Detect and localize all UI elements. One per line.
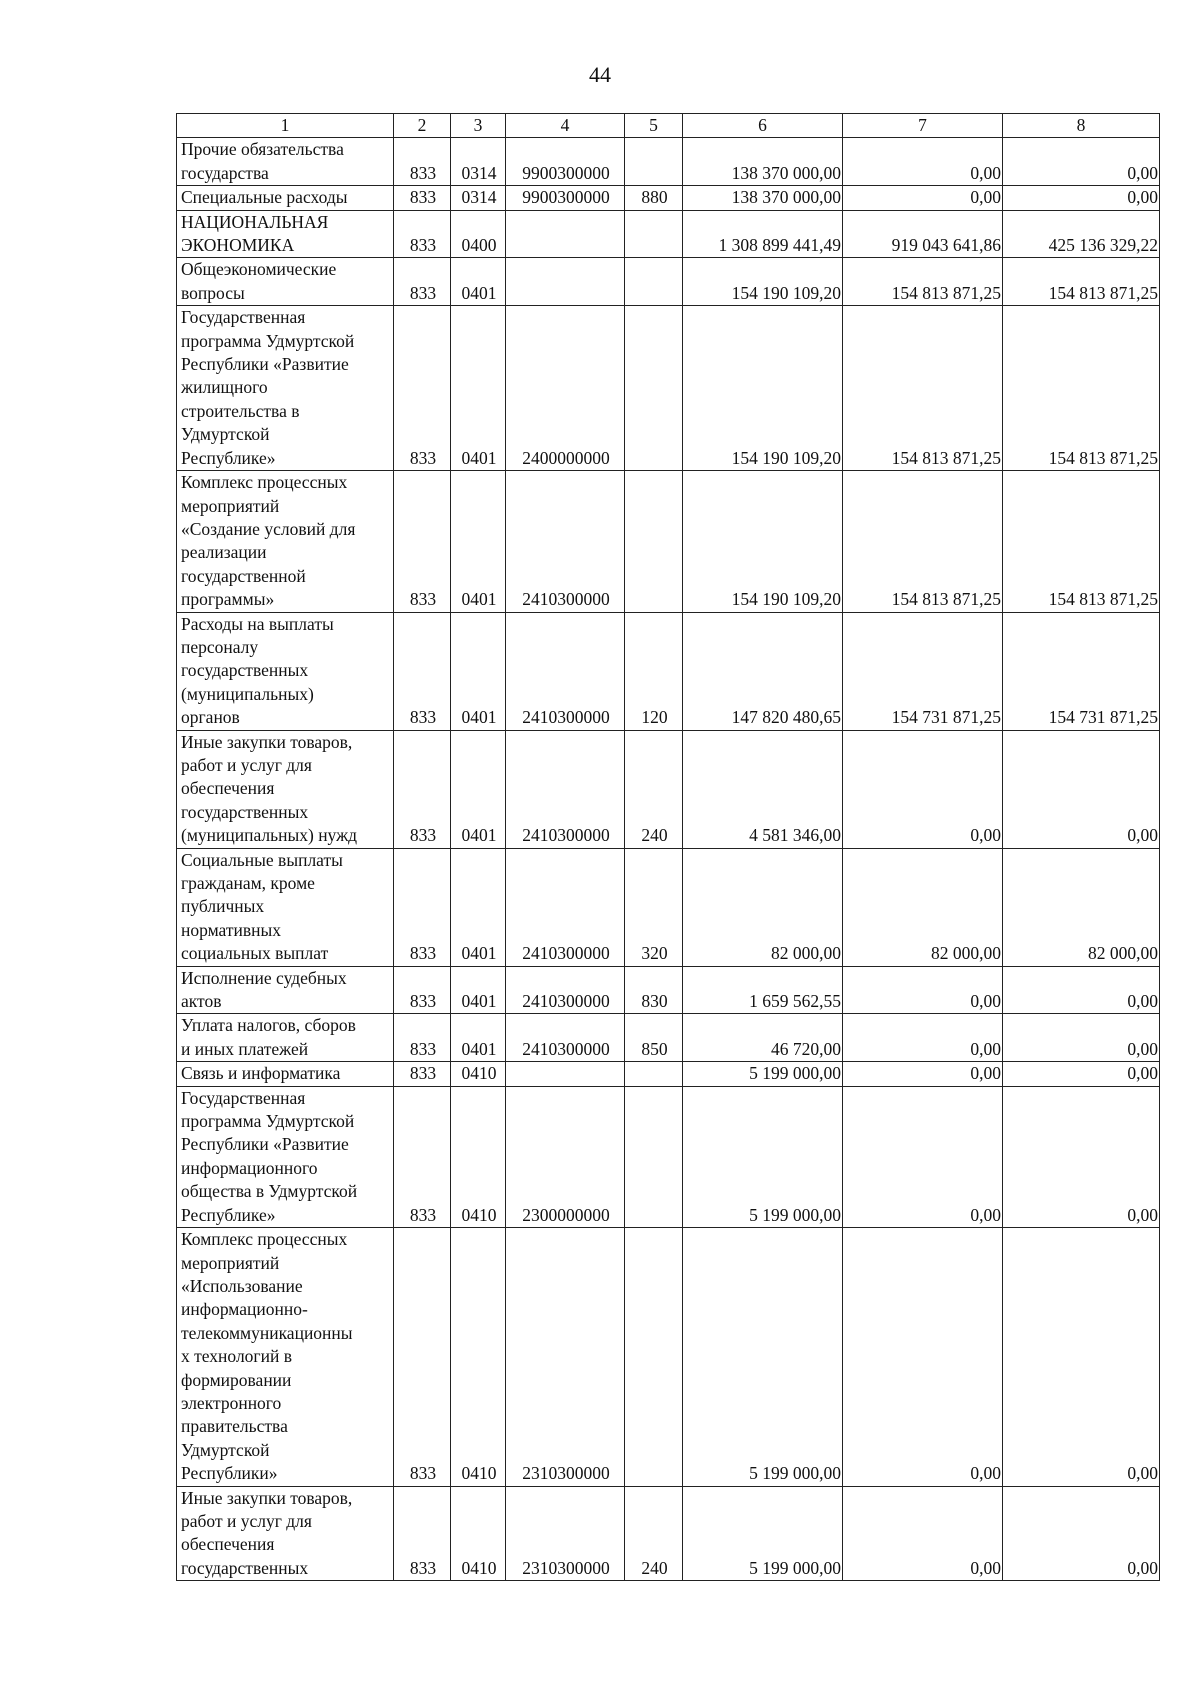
amount-col8-cell: 425 136 329,22 [1003, 210, 1160, 258]
table-row [177, 612, 1160, 730]
row-name-cell [177, 306, 394, 471]
section-code-cell: 0410 [451, 1486, 506, 1581]
vedomstvo-code-cell: 833 [394, 612, 451, 730]
row-name-line: Иные закупки товаров, [181, 1487, 353, 1508]
target-article-cell: 2410300000 [506, 1014, 625, 1062]
amount-col7-cell: 0,00 [843, 1086, 1003, 1227]
section-code-cell: 0401 [451, 612, 506, 730]
row-name-line: и иных платежей [181, 1038, 309, 1059]
amount-col8-cell: 0,00 [1003, 966, 1160, 1014]
amount-col7-cell: 154 731 871,25 [843, 612, 1003, 730]
row-name-line: персоналу [181, 636, 259, 657]
vedomstvo-code-cell: 833 [394, 1014, 451, 1062]
table-row [177, 1086, 1160, 1227]
row-name-line: работ и услуг для [181, 754, 312, 775]
row-name-line: гражданам, кроме [181, 873, 315, 893]
row-name-cell [177, 612, 394, 730]
amount-col8-cell: 0,00 [1003, 1086, 1160, 1227]
row-name-line: Республики» [181, 1463, 278, 1484]
header-cell: 1 [177, 114, 394, 138]
vedomstvo-code-cell: 833 [394, 210, 451, 258]
row-name-line: Иные закупки товаров, [181, 731, 353, 752]
row-name-line: мероприятий [181, 495, 280, 516]
row-name-line: жилищного [181, 377, 268, 398]
row-name-cell [177, 1062, 394, 1086]
amount-col7-cell: 0,00 [843, 1062, 1003, 1086]
target-article-cell: 9900300000 [506, 186, 625, 210]
amount-col6-cell: 1 659 562,55 [683, 966, 843, 1014]
row-name-cell [177, 966, 394, 1014]
row-name-line: программа Удмуртской [181, 1111, 355, 1132]
expense-type-cell [625, 306, 683, 471]
row-name-line: мероприятий [181, 1252, 280, 1273]
table-row [177, 1486, 1160, 1581]
row-name-cell [177, 1486, 394, 1581]
row-name-line: Расходы на выплаты [181, 613, 334, 634]
amount-col8-cell: 154 731 871,25 [1003, 612, 1160, 730]
amount-col7-cell: 0,00 [843, 138, 1003, 186]
vedomstvo-code-cell: 833 [394, 258, 451, 306]
amount-col7-cell: 0,00 [843, 1228, 1003, 1486]
expense-type-cell [625, 210, 683, 258]
section-code-cell: 0410 [451, 1062, 506, 1086]
row-name-line: Государственная [181, 307, 306, 328]
row-name-line: программы» [181, 589, 275, 610]
target-article-cell: 2410300000 [506, 471, 625, 612]
budget-table [176, 113, 1160, 1581]
row-name-line: государственных [181, 1557, 309, 1578]
section-code-cell: 0401 [451, 966, 506, 1014]
row-name-line: Государственная [181, 1087, 306, 1108]
expense-type-cell [625, 1062, 683, 1086]
expense-type-cell [625, 1086, 683, 1227]
row-name-line: Связь и информатика [181, 1063, 341, 1084]
row-name-line: Специальные расходы [181, 187, 348, 208]
row-name-line: НАЦИОНАЛЬНАЯ [181, 211, 329, 232]
row-name-cell [177, 258, 394, 306]
expense-type-cell [625, 138, 683, 186]
expense-type-cell: 240 [625, 730, 683, 848]
section-code-cell: 0401 [451, 848, 506, 966]
row-name-line: Республики «Развитие [181, 354, 349, 375]
row-name-line: общества в Удмуртской [181, 1181, 358, 1202]
amount-col6-cell: 154 190 109,20 [683, 258, 843, 306]
vedomstvo-code-cell: 833 [394, 306, 451, 471]
row-name-line: органов [181, 707, 240, 728]
row-name-line: Исполнение судебных [181, 967, 347, 988]
row-name-line: ЭКОНОМИКА [181, 235, 295, 256]
amount-col7-cell: 0,00 [843, 966, 1003, 1014]
row-name-cell [177, 848, 394, 966]
target-article-cell [506, 258, 625, 306]
row-name-cell [177, 210, 394, 258]
row-name-line: обеспечения [181, 1534, 275, 1555]
amount-col8-cell: 0,00 [1003, 730, 1160, 848]
amount-col8-cell: 82 000,00 [1003, 848, 1160, 966]
row-name-line: Удмуртской [181, 1439, 270, 1460]
expense-type-cell: 240 [625, 1486, 683, 1581]
row-name-line: актов [181, 991, 222, 1012]
row-name-line: реализации [181, 542, 267, 563]
amount-col7-cell: 154 813 871,25 [843, 306, 1003, 471]
amount-col8-cell: 0,00 [1003, 138, 1160, 186]
amount-col6-cell: 82 000,00 [683, 848, 843, 966]
budget-table-body [177, 114, 1160, 1581]
table-row [177, 471, 1160, 612]
amount-col7-cell: 154 813 871,25 [843, 258, 1003, 306]
header-cell: 6 [683, 114, 843, 138]
vedomstvo-code-cell: 833 [394, 966, 451, 1014]
target-article-cell: 2400000000 [506, 306, 625, 471]
table-row [177, 1062, 1160, 1086]
table-row [177, 258, 1160, 306]
amount-col7-cell: 0,00 [843, 186, 1003, 210]
row-name-line: государственной [181, 565, 306, 586]
amount-col8-cell: 0,00 [1003, 1062, 1160, 1086]
row-name-line: Республике» [181, 447, 276, 468]
expense-type-cell: 880 [625, 186, 683, 210]
section-code-cell: 0410 [451, 1228, 506, 1486]
amount-col8-cell: 0,00 [1003, 1014, 1160, 1062]
row-name-line: Республики «Развитие [181, 1134, 349, 1155]
table-row [177, 210, 1160, 258]
row-name-line: (муниципальных) нужд [181, 825, 358, 846]
header-cell: 7 [843, 114, 1003, 138]
row-name-line: телекоммуникационны [181, 1322, 353, 1343]
vedomstvo-code-cell: 833 [394, 730, 451, 848]
section-code-cell: 0401 [451, 306, 506, 471]
amount-col6-cell: 5 199 000,00 [683, 1062, 843, 1086]
row-name-line: публичных [181, 896, 265, 917]
row-name-line: Республике» [181, 1204, 276, 1225]
row-name-line: работ и услуг для [181, 1510, 312, 1531]
expense-type-cell: 830 [625, 966, 683, 1014]
expense-type-cell [625, 1228, 683, 1486]
amount-col6-cell: 5 199 000,00 [683, 1086, 843, 1227]
vedomstvo-code-cell: 833 [394, 471, 451, 612]
row-name-line: строительства в [181, 400, 300, 421]
section-code-cell: 0401 [451, 258, 506, 306]
row-name-cell [177, 1228, 394, 1486]
table-row [177, 306, 1160, 471]
amount-col7-cell: 0,00 [843, 730, 1003, 848]
row-name-cell [177, 471, 394, 612]
target-article-cell: 2310300000 [506, 1228, 625, 1486]
row-name-cell [177, 1014, 394, 1062]
vedomstvo-code-cell: 833 [394, 138, 451, 186]
row-name-line: Прочие обязательства [181, 139, 344, 160]
row-name-line: государственных [181, 801, 309, 822]
row-name-line: вопросы [181, 282, 245, 303]
amount-col7-cell: 919 043 641,86 [843, 210, 1003, 258]
section-code-cell: 0400 [451, 210, 506, 258]
header-cell: 3 [451, 114, 506, 138]
row-name-line: государственных [181, 660, 309, 681]
row-name-line: программа Удмуртской [181, 330, 355, 351]
row-name-line: электронного [181, 1392, 282, 1413]
header-cell: 2 [394, 114, 451, 138]
header-cell: 4 [506, 114, 625, 138]
row-name-line: формировании [181, 1369, 292, 1390]
target-article-cell: 2410300000 [506, 966, 625, 1014]
row-name-line: нормативных [181, 919, 282, 940]
amount-col8-cell: 154 813 871,25 [1003, 258, 1160, 306]
vedomstvo-code-cell: 833 [394, 1486, 451, 1581]
amount-col8-cell: 154 813 871,25 [1003, 471, 1160, 612]
target-article-cell: 9900300000 [506, 138, 625, 186]
row-name-line: информационно- [181, 1299, 308, 1320]
amount-col7-cell: 0,00 [843, 1486, 1003, 1581]
target-article-cell: 2300000000 [506, 1086, 625, 1227]
vedomstvo-code-cell: 833 [394, 848, 451, 966]
amount-col6-cell: 46 720,00 [683, 1014, 843, 1062]
amount-col6-cell: 147 820 480,65 [683, 612, 843, 730]
amount-col8-cell: 0,00 [1003, 186, 1160, 210]
amount-col6-cell: 5 199 000,00 [683, 1228, 843, 1486]
section-code-cell: 0314 [451, 138, 506, 186]
table-row [177, 1228, 1160, 1486]
section-code-cell: 0401 [451, 1014, 506, 1062]
row-name-cell [177, 138, 394, 186]
vedomstvo-code-cell: 833 [394, 186, 451, 210]
table-row [177, 138, 1160, 186]
target-article-cell: 2310300000 [506, 1486, 625, 1581]
table-row [177, 1014, 1160, 1062]
row-name-line: х технологий в [181, 1346, 292, 1367]
expense-type-cell [625, 258, 683, 306]
row-name-line: социальных выплат [181, 943, 329, 964]
table-row [177, 848, 1160, 966]
row-name-line: Общеэкономические [181, 259, 337, 280]
header-cell: 5 [625, 114, 683, 138]
expense-type-cell: 320 [625, 848, 683, 966]
row-name-line: государства [181, 162, 269, 183]
section-code-cell: 0401 [451, 471, 506, 612]
target-article-cell: 2410300000 [506, 848, 625, 966]
target-article-cell: 2410300000 [506, 612, 625, 730]
vedomstvo-code-cell: 833 [394, 1228, 451, 1486]
section-code-cell: 0401 [451, 730, 506, 848]
row-name-cell [177, 1086, 394, 1227]
row-name-line: Комплекс процессных [181, 1229, 348, 1250]
amount-col6-cell: 154 190 109,20 [683, 471, 843, 612]
row-name-line: Социальные выплаты [181, 849, 343, 870]
amount-col6-cell: 5 199 000,00 [683, 1486, 843, 1581]
section-code-cell: 0314 [451, 186, 506, 210]
table-row [177, 730, 1160, 848]
amount-col8-cell: 154 813 871,25 [1003, 306, 1160, 471]
row-name-line: информационного [181, 1157, 318, 1178]
row-name-line: обеспечения [181, 778, 275, 799]
row-name-line: «Создание условий для [181, 518, 356, 539]
amount-col7-cell: 82 000,00 [843, 848, 1003, 966]
amount-col7-cell: 154 813 871,25 [843, 471, 1003, 612]
table-row [177, 966, 1160, 1014]
row-name-line: Удмуртской [181, 424, 270, 445]
row-name-cell [177, 730, 394, 848]
amount-col6-cell: 4 581 346,00 [683, 730, 843, 848]
page-number: 44 [589, 62, 611, 87]
amount-col6-cell: 1 308 899 441,49 [683, 210, 843, 258]
target-article-cell [506, 1062, 625, 1086]
amount-col8-cell: 0,00 [1003, 1486, 1160, 1581]
row-name-line: правительства [181, 1416, 288, 1437]
amount-col6-cell: 138 370 000,00 [683, 138, 843, 186]
amount-col7-cell: 0,00 [843, 1014, 1003, 1062]
row-name-line: Комплекс процессных [181, 472, 348, 493]
target-article-cell: 2410300000 [506, 730, 625, 848]
expense-type-cell [625, 471, 683, 612]
row-name-cell [177, 186, 394, 210]
row-name-line: «Использование [181, 1275, 303, 1296]
header-row [177, 114, 1160, 138]
amount-col8-cell: 0,00 [1003, 1228, 1160, 1486]
header-cell: 8 [1003, 114, 1160, 138]
section-code-cell: 0410 [451, 1086, 506, 1227]
expense-type-cell: 850 [625, 1014, 683, 1062]
table-row [177, 186, 1160, 210]
row-name-line: Уплата налогов, сборов [181, 1015, 356, 1036]
vedomstvo-code-cell: 833 [394, 1062, 451, 1086]
expense-type-cell: 120 [625, 612, 683, 730]
amount-col6-cell: 154 190 109,20 [683, 306, 843, 471]
vedomstvo-code-cell: 833 [394, 1086, 451, 1227]
amount-col6-cell: 138 370 000,00 [683, 186, 843, 210]
target-article-cell [506, 210, 625, 258]
row-name-line: (муниципальных) [181, 683, 314, 704]
